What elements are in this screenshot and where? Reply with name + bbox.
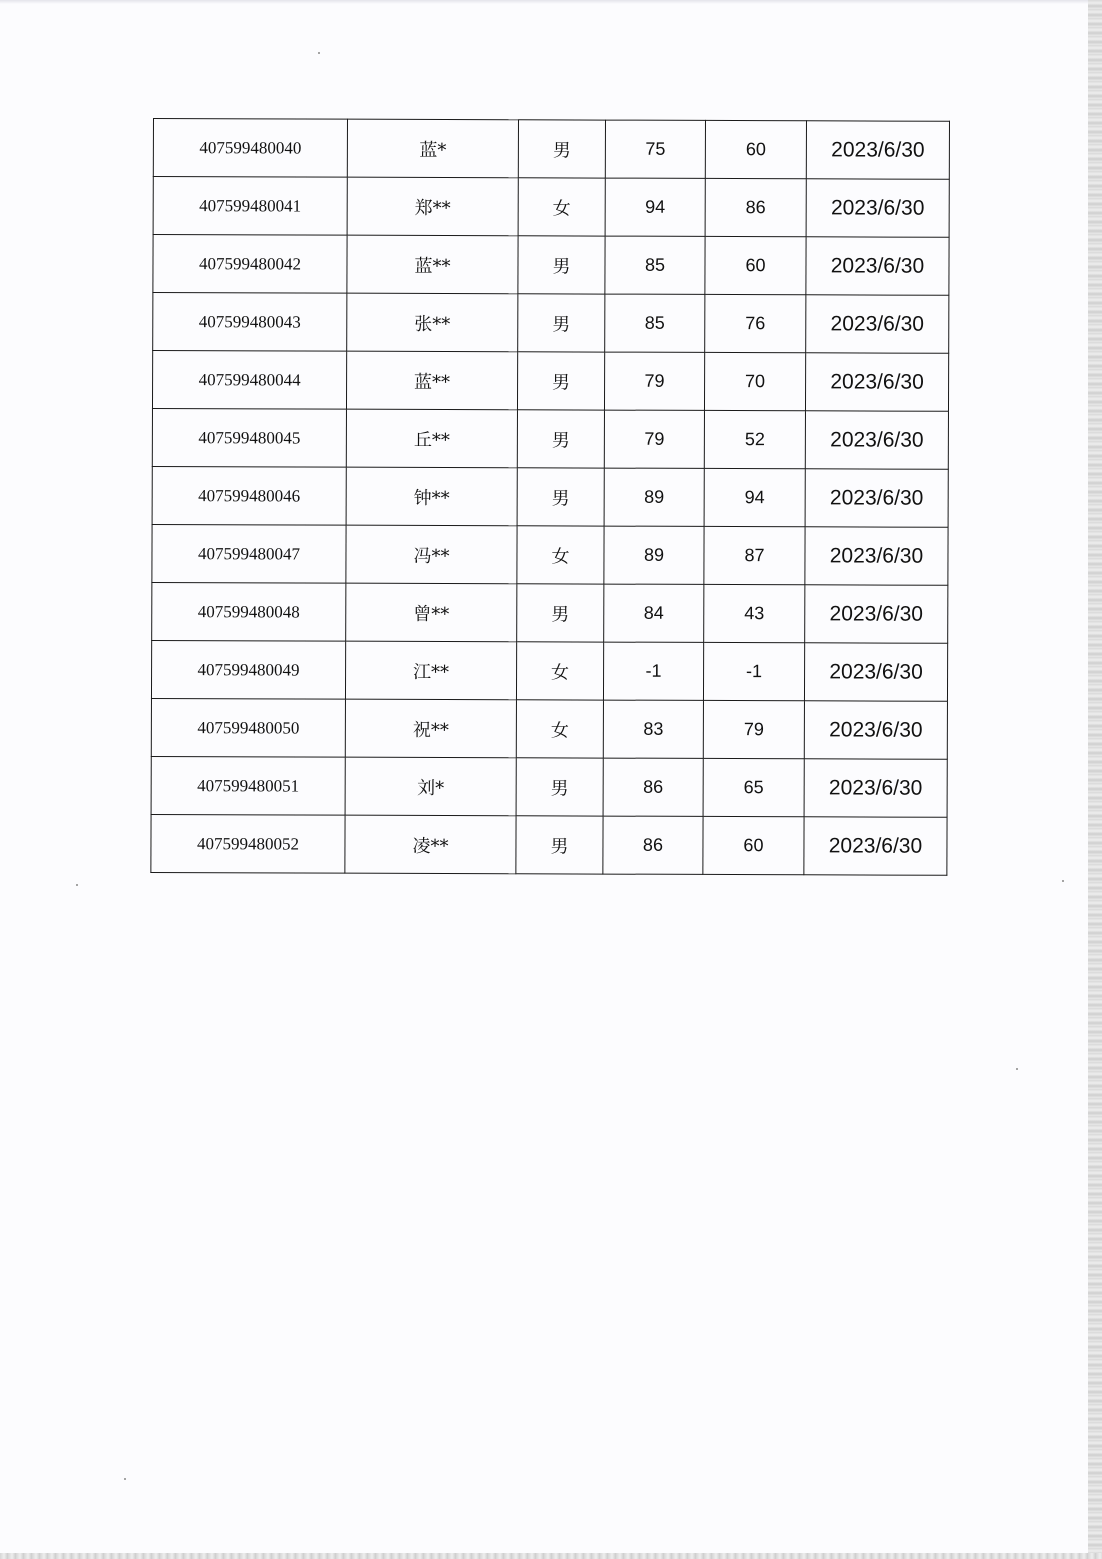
date-cell: 2023/6/30 [805, 527, 948, 585]
scan-speck [1016, 1068, 1018, 1070]
score-1-cell: 84 [604, 584, 704, 642]
scan-speck [318, 52, 320, 54]
name-cell: 江** [345, 641, 516, 700]
gender-cell: 女 [517, 526, 604, 584]
date-cell: 2023/6/30 [804, 759, 947, 817]
scan-speck [124, 1478, 126, 1480]
score-2-cell: 86 [705, 178, 806, 236]
date-cell: 2023/6/30 [804, 817, 947, 875]
table-row [152, 524, 948, 585]
date-cell: 2023/6/30 [805, 353, 948, 411]
name-cell: 蓝** [346, 351, 517, 410]
score-table [150, 118, 950, 876]
gender-cell: 女 [516, 700, 603, 758]
name-cell: 郑** [347, 177, 518, 236]
candidate-id-cell: 407599480052 [151, 814, 345, 873]
score-1-cell: 94 [605, 178, 705, 236]
table-row [152, 466, 948, 527]
score-2-cell: 87 [704, 526, 805, 584]
name-cell: 钟** [346, 467, 517, 526]
candidate-id-cell: 407599480046 [152, 466, 346, 525]
candidate-id-cell: 407599480040 [153, 119, 347, 178]
gender-cell: 男 [517, 410, 604, 468]
candidate-id-cell: 407599480045 [152, 408, 346, 467]
score-2-cell: 70 [704, 352, 805, 410]
candidate-id-cell: 407599480041 [153, 177, 347, 236]
score-1-cell: 79 [604, 410, 704, 468]
scan-speck [76, 884, 78, 886]
score-1-cell: 85 [605, 236, 705, 294]
table-row [153, 293, 949, 354]
gender-cell: 男 [517, 352, 604, 410]
gender-cell: 女 [518, 178, 605, 236]
date-cell: 2023/6/30 [805, 469, 948, 527]
name-cell: 曾** [346, 583, 517, 642]
score-2-cell: 76 [705, 294, 806, 352]
date-cell: 2023/6/30 [806, 237, 949, 295]
gender-cell: 男 [518, 294, 605, 352]
candidate-id-cell: 407599480051 [151, 756, 345, 815]
name-cell: 蓝* [347, 119, 518, 178]
date-cell: 2023/6/30 [806, 121, 949, 179]
date-cell: 2023/6/30 [804, 701, 947, 759]
scan-edge-bottom [0, 1553, 1102, 1559]
candidate-id-cell: 407599480047 [152, 524, 346, 583]
name-cell: 冯** [346, 525, 517, 584]
score-1-cell: -1 [603, 642, 703, 700]
gender-cell: 女 [516, 642, 603, 700]
score-2-cell: -1 [703, 642, 804, 700]
date-cell: 2023/6/30 [806, 179, 949, 237]
score-2-cell: 94 [704, 468, 805, 526]
table-row [151, 814, 947, 875]
table-row [152, 408, 948, 469]
score-1-cell: 79 [604, 352, 704, 410]
candidate-id-cell: 407599480049 [151, 640, 345, 699]
score-2-cell: 60 [703, 816, 804, 874]
score-2-cell: 79 [703, 700, 804, 758]
gender-cell: 男 [517, 468, 604, 526]
date-cell: 2023/6/30 [805, 411, 948, 469]
candidate-id-cell: 407599480050 [151, 698, 345, 757]
name-cell: 蓝** [347, 235, 518, 294]
candidate-id-cell: 407599480043 [153, 293, 347, 352]
candidate-id-cell: 407599480044 [152, 351, 346, 410]
score-1-cell: 83 [603, 700, 703, 758]
table-row [151, 640, 947, 701]
table-row [153, 119, 949, 180]
name-cell: 丘** [346, 409, 517, 468]
name-cell: 张** [347, 293, 518, 352]
score-2-cell: 60 [705, 120, 806, 178]
gender-cell: 男 [517, 584, 604, 642]
candidate-id-cell: 407599480048 [152, 582, 346, 641]
score-1-cell: 89 [604, 526, 704, 584]
table-row [153, 235, 949, 296]
name-cell: 刘* [345, 757, 516, 816]
date-cell: 2023/6/30 [805, 585, 948, 643]
table-row [151, 756, 947, 817]
scan-speck [1062, 880, 1064, 882]
score-table-body [151, 119, 950, 876]
name-cell: 祝** [345, 699, 516, 758]
scan-edge-right [1088, 0, 1102, 1559]
score-1-cell: 86 [603, 758, 703, 816]
scan-edge-top [0, 0, 1088, 4]
date-cell: 2023/6/30 [806, 295, 949, 353]
gender-cell: 男 [516, 758, 603, 816]
score-1-cell: 85 [605, 294, 705, 352]
gender-cell: 男 [518, 236, 605, 294]
table-row [152, 351, 948, 412]
score-1-cell: 75 [605, 120, 705, 178]
table-row [152, 582, 948, 643]
table-row [153, 177, 949, 238]
score-2-cell: 52 [704, 410, 805, 468]
score-2-cell: 65 [703, 758, 804, 816]
name-cell: 凌** [345, 815, 516, 874]
score-2-cell: 60 [705, 236, 806, 294]
date-cell: 2023/6/30 [804, 643, 947, 701]
score-2-cell: 43 [704, 584, 805, 642]
gender-cell: 男 [518, 120, 605, 178]
gender-cell: 男 [516, 816, 603, 874]
score-1-cell: 86 [603, 816, 703, 874]
score-1-cell: 89 [604, 468, 704, 526]
table-row [151, 698, 947, 759]
candidate-id-cell: 407599480042 [153, 235, 347, 294]
